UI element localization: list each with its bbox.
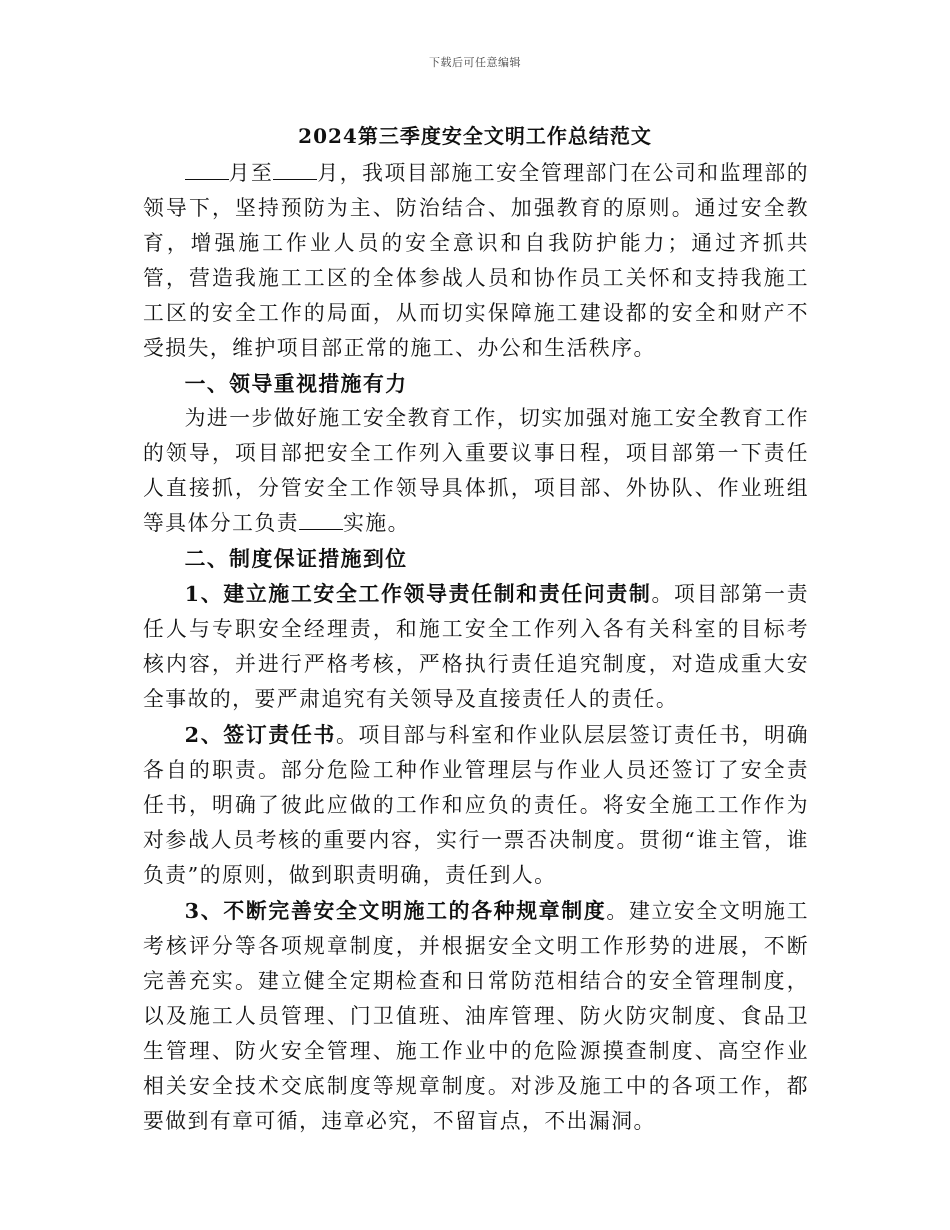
section2-item-2 <box>143 717 809 893</box>
section1-paragraph <box>143 401 809 541</box>
document-title: 2024第三季度安全文明工作总结范文 <box>298 124 652 148</box>
fill-blank <box>185 157 229 180</box>
item-lead: 2、签订责任书 <box>184 722 337 747</box>
fill-blank <box>299 507 343 530</box>
header-note: 下载后可任意编辑 <box>429 56 521 69</box>
item-lead: 3、不断完善安全文明施工的各种规章制度 <box>184 898 607 923</box>
item-lead: 1、建立施工安全工作领导责任制和责任问责制 <box>184 581 652 606</box>
section2-item-3 <box>143 893 809 1139</box>
section-heading-2: 二、制度保证措施到位 <box>184 546 408 571</box>
item-text: 。建立安全文明施工考核评分等各项规章制度，并根据安全文明工作形势的进展，不断完善充实。建立健全定期检查和日常防范相结合的安全管理制度，以及施工人员管理、门卫值班、油库管理、防火防灾制度、食品卫生管理、防火安全管理、施工作业中的危险源摸查制度、高空作业相关安全技术交底制度等规章制度。对涉及施工中的各项工作，都要做到有章可循，违章必究，不留盲点，不出漏洞。 <box>143 899 809 1133</box>
fill-blank <box>273 157 317 180</box>
section1-text-end: 实施。 <box>343 511 410 535</box>
section-heading-1: 一、领导重视措施有力 <box>184 371 408 396</box>
section1-text: 为进一步做好施工安全教育工作，切实加强对施工安全教育工作的领导，项目部把安全工作列入重要议事日程，项目部第一下责任人直接抓，分管安全工作领导具体抓，项目部、外协队、作业班组等具体分工负责 <box>143 406 809 535</box>
intro-text-2: 月，我项目部施工安全管理部门在公司和监理部的领导下，坚持预防为主、防治结合、加强教育的原则。通过安全教育，增强施工作业人员的安全意识和自我防护能力；通过齐抓共管，营造我施工工区的全体参战人员和协作员工关怀和支持我施工工区的安全工作的局面，从而切实保障施工建设都的安全和财产不受损失，维护项目部正常的施工、办公和生活秩序。 <box>143 161 810 360</box>
intro-paragraph <box>143 156 809 366</box>
document-body <box>143 156 809 1139</box>
item-text: 。项目部第一责任人与专职安全经理责，和施工安全工作列入各有关科室的目标考核内容，并进行严格考核，严格执行责任追究制度，对造成重大安全事故的，要严肃追究有关领导及直接责任人的责任。 <box>143 582 810 711</box>
intro-text-1: 月至 <box>228 161 274 185</box>
item-text: 。项目部与科室和作业队层层签订责任书，明确各自的职责。部分危险工种作业管理层与作业人员还签订了安全责任书，明确了彼此应做的工作和应负的责任。将安全施工工作作为对参战人员考核的重要内容，实行一票否决制度。贯彻“谁主管，谁负责”的原则，做到职责明确，责任到人。 <box>143 723 809 887</box>
section2-item-1 <box>143 576 809 717</box>
